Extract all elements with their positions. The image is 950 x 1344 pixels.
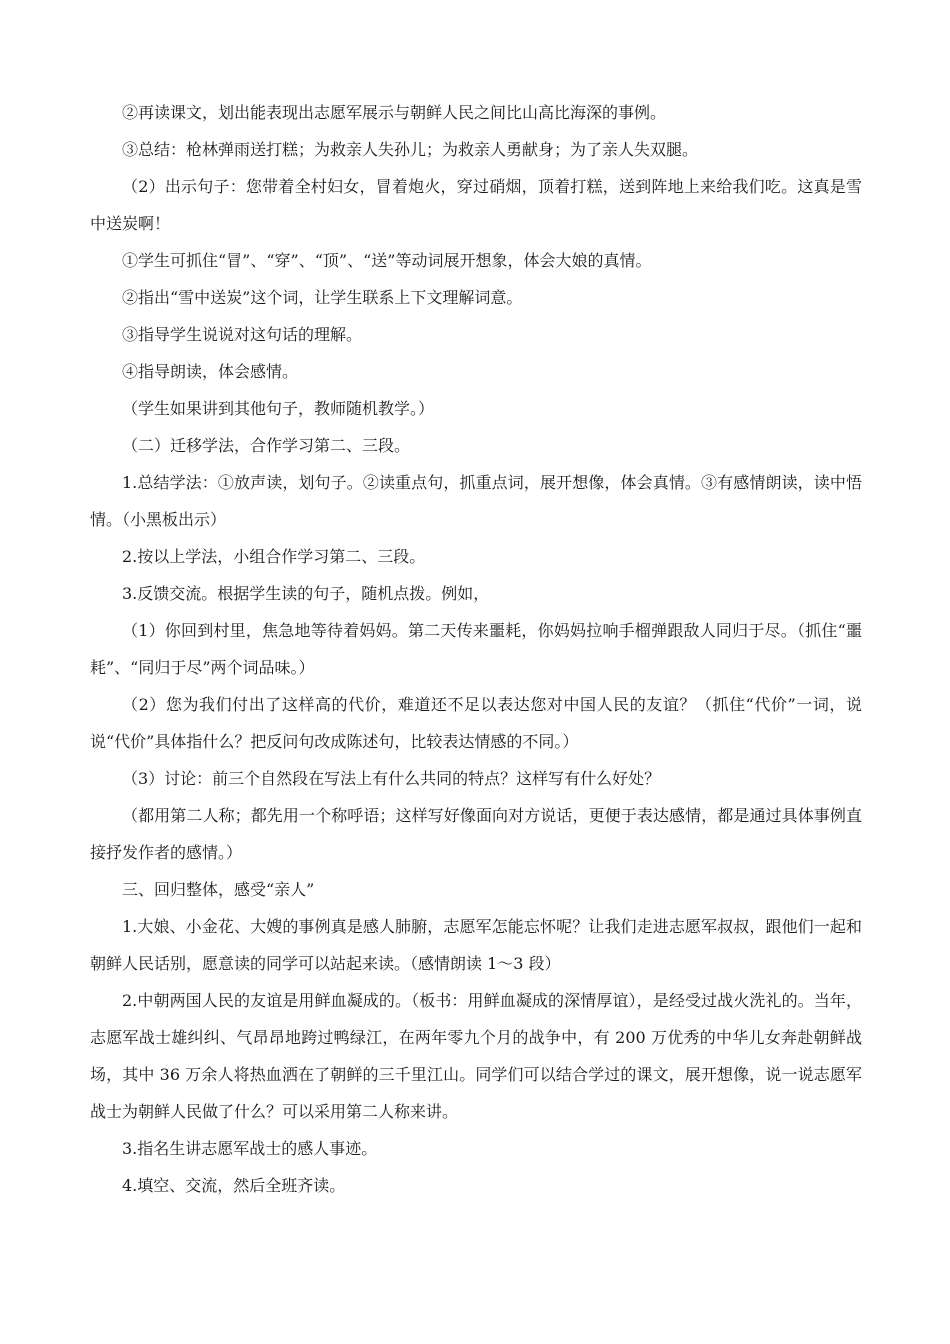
paragraph-19: 2.中朝两国人民的友谊是用鲜血凝成的。（板书：用鲜血凝成的深情厚谊），是经受过战火洗礼的。当年，志愿军战士雄纠纠、气昂昂地跨过鸭绿江，在两年零九个月的战争中，有 200 万优秀的中华儿女奔赴朝鲜战场，其中 36 万余人将热血洒在了朝鲜的三千里江山。同学们可以结合学过的课文，展开想像，说一说志愿军战士为朝鲜人民做了什么？可以采用第二人称来讲。 [90, 991, 862, 1121]
paragraph-8: （学生如果讲到其他句子，教师随机教学。） [122, 399, 435, 418]
paragraph-18: 1.大娘、小金花、大嫂的事例真是感人肺腑，志愿军怎能忘怀呢？让我们走进志愿军叔叔，跟他们一起和朝鲜人民话别，愿意读的同学可以站起来读。（感情朗读 1～3 段） [90, 917, 862, 973]
paragraph-1: ②再读课文，划出能表现出志愿军展示与朝鲜人民之间比山高比海深的事例。 [122, 103, 667, 122]
paragraph-7: ④指导朗读，体会感情。 [122, 362, 299, 381]
paragraph-15: （3）讨论：前三个自然段在写法上有什么共同的特点？这样写有什么好处？ [122, 769, 661, 788]
document-body [90, 94, 862, 1204]
paragraph-2: ③总结：枪林弹雨送打糕；为救亲人失孙儿；为救亲人勇献身；为了亲人失双腿。 [122, 140, 699, 159]
paragraph-12: 3.反馈交流。根据学生读的句子，随机点拨。例如， [122, 584, 490, 603]
section-heading-3: 三、回归整体，感受“亲人” [122, 880, 315, 899]
paragraph-10: 1.总结学法：①放声读，划句子。②读重点句，抓重点词，展开想像，体会真情。③有感情朗读，读中悟情。（小黑板出示） [90, 473, 862, 529]
paragraph-14: （2）您为我们付出了这样高的代价，难道还不足以表达您对中国人民的友谊？（抓住“代价”一词，说说“代价”具体指什么？把反问句改成陈述句，比较表达情感的不同。） [90, 695, 862, 751]
paragraph-13: （1）你回到村里，焦急地等待着妈妈。第二天传来噩耗，你妈妈拉响手榴弹跟敌人同归于尽。（抓住“噩耗”、“同归于尽”两个词品味。） [90, 621, 862, 677]
paragraph-5: ②指出“雪中送炭”这个词，让学生联系上下文理解词意。 [122, 288, 523, 307]
paragraph-20: 3.指名生讲志愿军战士的感人事迹。 [122, 1139, 378, 1158]
paragraph-6: ③指导学生说说对这句话的理解。 [122, 325, 363, 344]
paragraph-3: （2）出示句子：您带着全村妇女，冒着炮火，穿过硝烟，顶着打糕，送到阵地上来给我们吃。这真是雪中送炭啊！ [90, 177, 862, 233]
paragraph-16: （都用第二人称；都先用一个称呼语；这样写好像面向对方说话，更便于表达感情，都是通过具体事例直接抒发作者的感情。） [90, 806, 862, 862]
paragraph-21: 4.填空、交流，然后全班齐读。 [122, 1176, 346, 1195]
paragraph-11: 2.按以上学法，小组合作学习第二、三段。 [122, 547, 426, 566]
paragraph-4: ①学生可抓住“冒”、“穿”、“顶”、“送”等动词展开想象，体会大娘的真情。 [122, 251, 652, 270]
section-heading-2: （二）迁移学法，合作学习第二、三段。 [122, 436, 411, 455]
